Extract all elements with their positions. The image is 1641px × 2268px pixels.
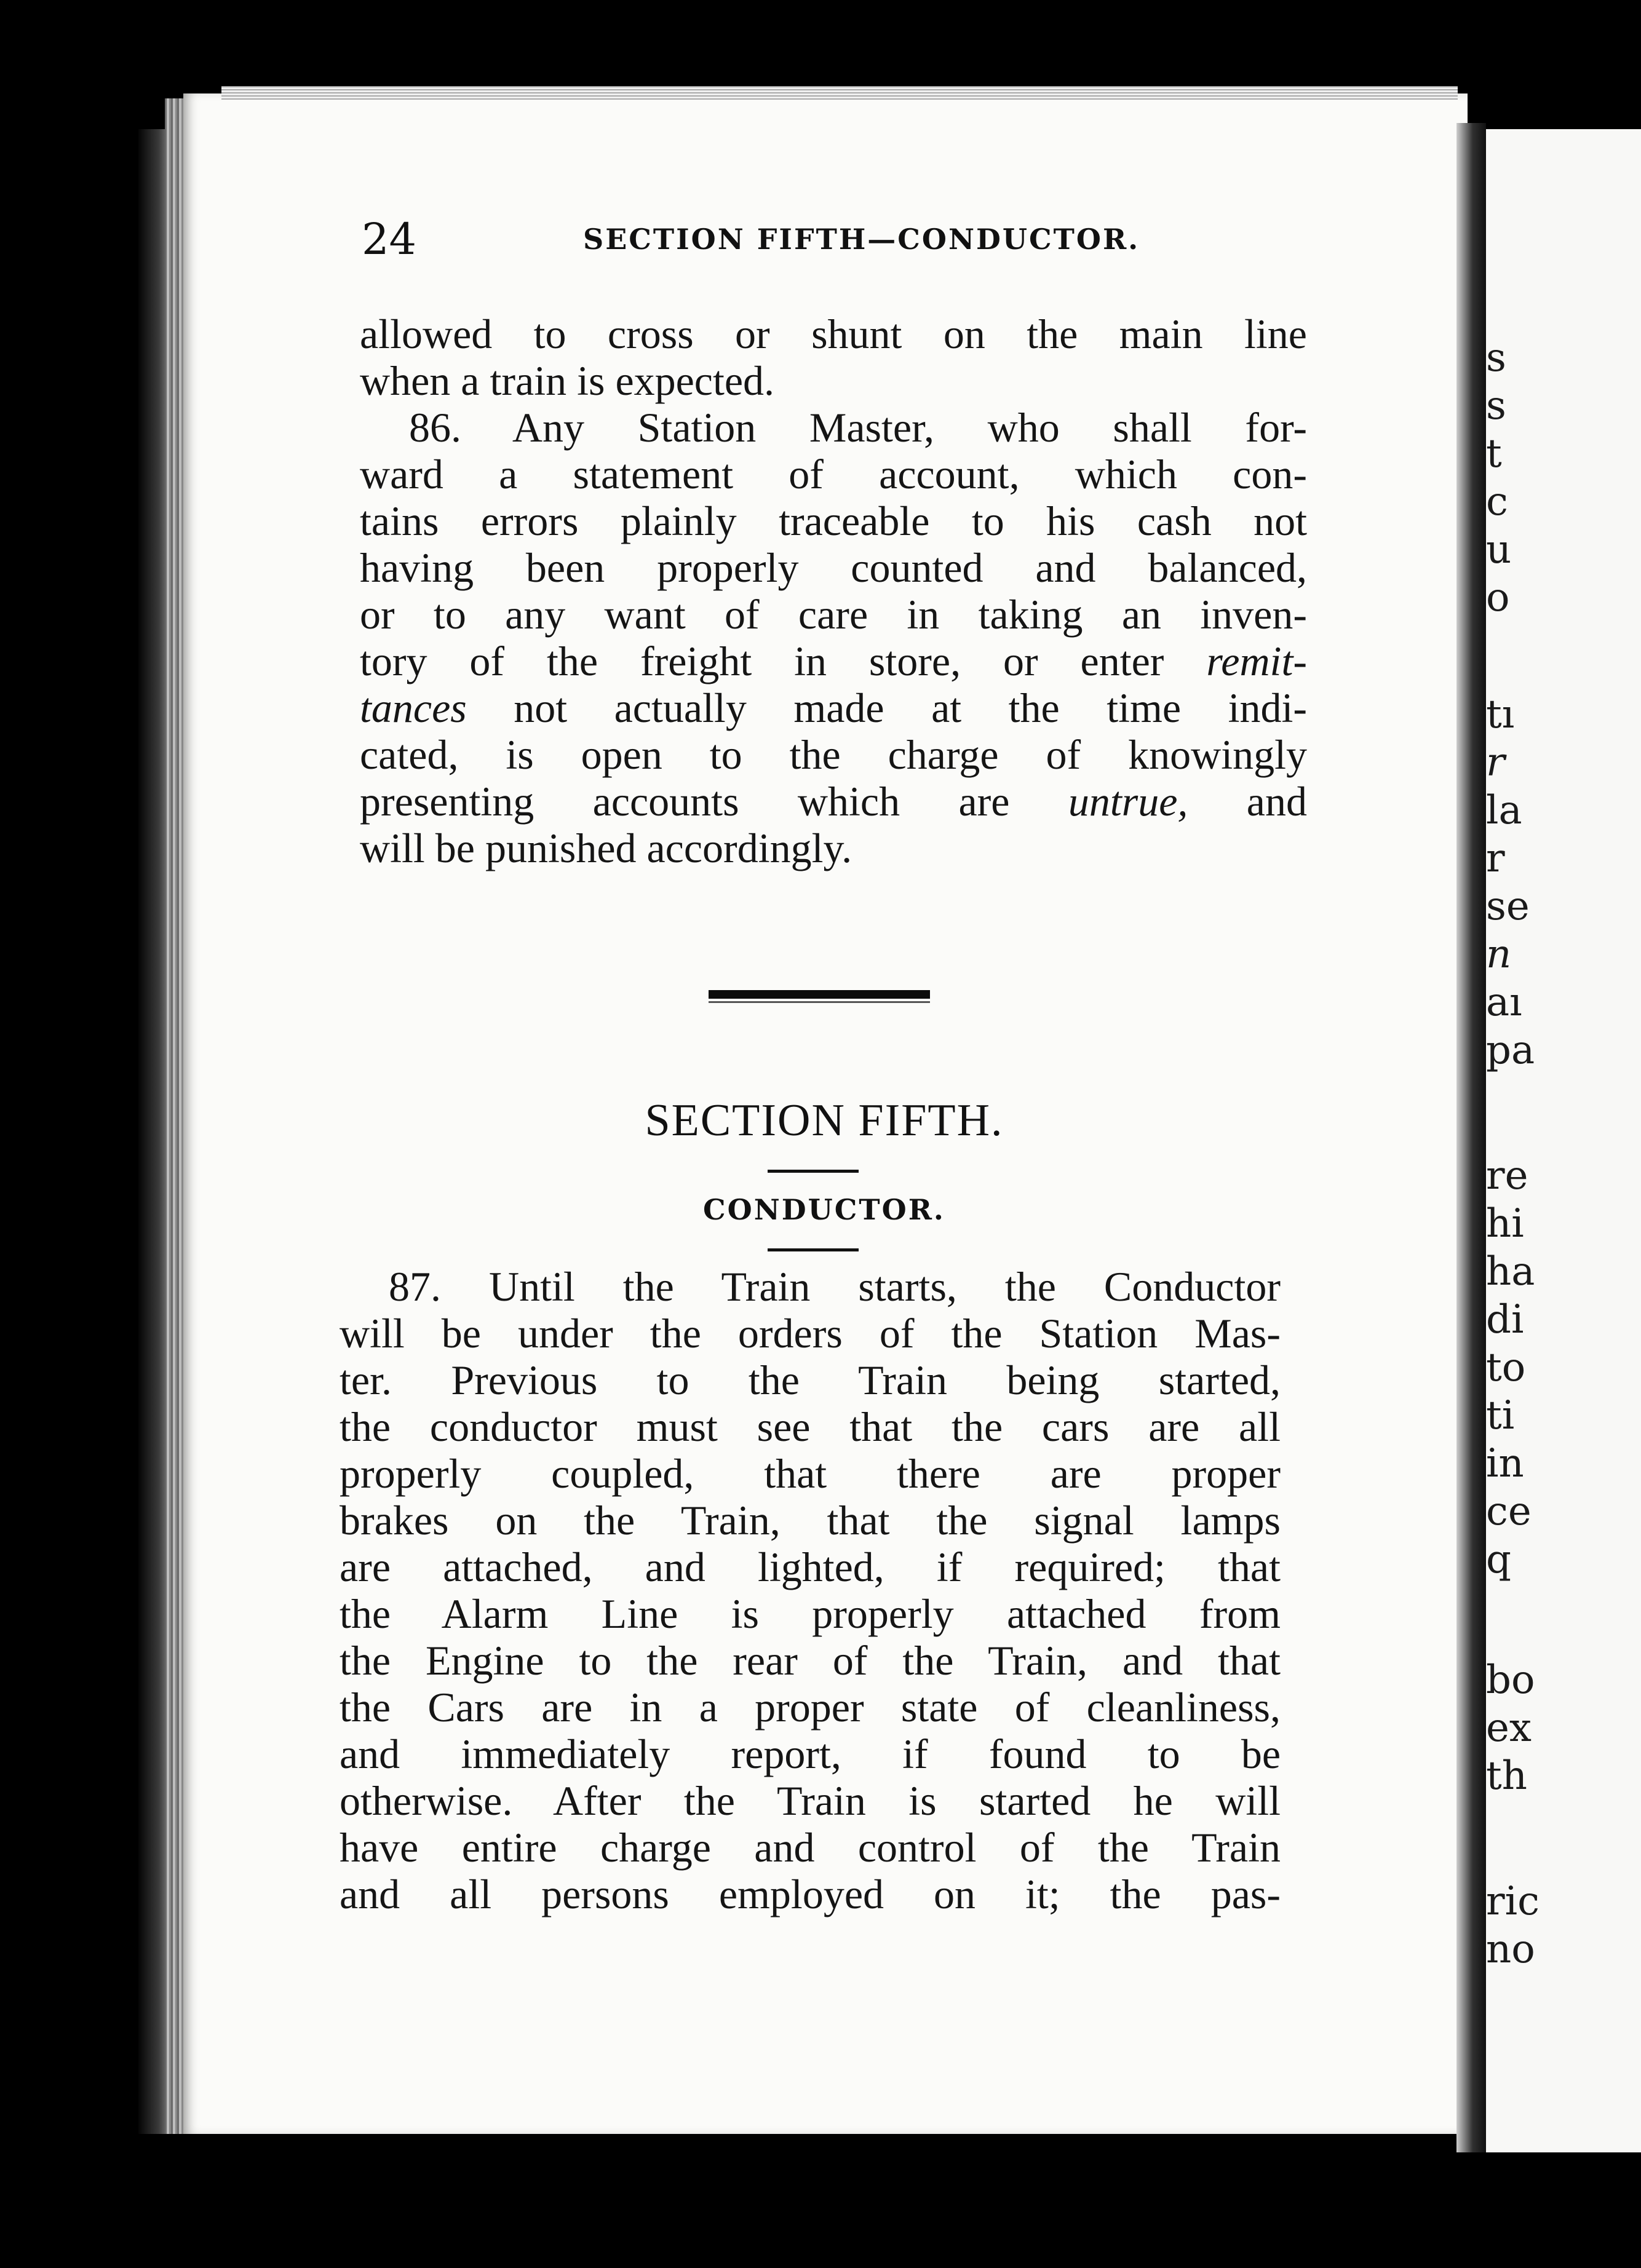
rule-86-line xyxy=(360,778,1307,825)
rule-86-text: and xyxy=(1188,778,1307,825)
facing-fragment: se xyxy=(1486,884,1530,929)
rule-87-line: and immediately report, if found to be xyxy=(340,1731,1281,1777)
rule-86-line: will be punished accordingly. xyxy=(360,825,852,871)
rule-86-line: tains errors plainly traceable to his cash not xyxy=(360,498,1307,544)
text-block-rule-87 xyxy=(340,1263,1281,1917)
facing-fragment: n xyxy=(1486,932,1512,977)
facing-page xyxy=(1486,129,1641,2152)
section-title: SECTION FIFTH. xyxy=(645,1095,1004,1146)
facing-fragment: u xyxy=(1486,527,1512,573)
facing-fragment: r xyxy=(1486,740,1505,785)
page-top-edges xyxy=(221,86,1458,100)
rule-87-line: the Alarm Line is properly attached from xyxy=(340,1590,1281,1637)
book-gutter xyxy=(1456,123,1486,2152)
facing-fragment: aı xyxy=(1486,980,1522,1025)
facing-fragment: ti xyxy=(1486,1393,1515,1438)
rule-86-line: or to any want of care in taking an inven- xyxy=(360,591,1307,638)
subsection-title-rule xyxy=(768,1248,859,1251)
page-stack-edges xyxy=(165,98,183,2134)
rule-86-line: cated, is open to the charge of knowingly xyxy=(360,731,1307,778)
text-line: when a train is expected. xyxy=(360,357,775,404)
facing-fragment: ex xyxy=(1486,1705,1532,1751)
text-line: allowed to cross or shunt on the main line xyxy=(360,311,1307,357)
facing-fragment: ric xyxy=(1486,1879,1540,1924)
facing-fragment: s xyxy=(1486,383,1506,429)
rule-86-italic: tances xyxy=(360,684,467,731)
facing-fragment: s xyxy=(1486,335,1506,381)
facing-fragment: bo xyxy=(1486,1657,1535,1703)
facing-fragment: la xyxy=(1486,788,1522,833)
rule-87-line: and all persons employed on it; the pas- xyxy=(340,1871,1281,1917)
rule-87-line: properly coupled, that there are proper xyxy=(340,1450,1281,1497)
rule-86-line: 86. Any Station Master, who shall for- xyxy=(409,404,1307,451)
running-title: SECTION FIFTH—CONDUCTOR. xyxy=(583,223,1140,256)
text-block-top xyxy=(360,311,1307,871)
facing-fragment: th xyxy=(1486,1753,1527,1799)
facing-fragment: o xyxy=(1486,575,1510,621)
rule-87-line: the conductor must see that the cars are all xyxy=(340,1403,1281,1450)
rule-86-text: presenting accounts which are xyxy=(360,778,1068,825)
facing-fragment: to xyxy=(1486,1345,1526,1390)
facing-fragment: in xyxy=(1486,1441,1524,1486)
rule-87-line: the Cars are in a proper state of cleanliness, xyxy=(340,1684,1281,1731)
facing-fragment: r xyxy=(1486,836,1505,881)
facing-fragment: ce xyxy=(1486,1489,1532,1534)
page-number: 24 xyxy=(362,214,417,264)
rule-87-line: brakes on the Train, that the signal lamps xyxy=(340,1497,1281,1544)
rule-87-line: will be under the orders of the Station Mas- xyxy=(340,1310,1281,1357)
rule-86-italic: remit- xyxy=(1206,638,1307,684)
rule-86-text: tory of the freight in store, or enter xyxy=(360,638,1207,684)
facing-fragment: t xyxy=(1486,431,1502,477)
facing-fragment: no xyxy=(1486,1927,1535,1972)
rule-86-italic: untrue, xyxy=(1068,778,1188,825)
rule-86-line: ward a statement of account, which con- xyxy=(360,451,1307,498)
rule-86-line: having been properly counted and balanced, xyxy=(360,544,1307,591)
rule-87-line: otherwise. After the Train is started he will xyxy=(340,1777,1281,1824)
facing-fragment: c xyxy=(1486,479,1508,525)
rule-87-line: ter. Previous to the Train being started, xyxy=(340,1357,1281,1403)
section-title-rule xyxy=(768,1170,859,1173)
subsection-title: CONDUCTOR. xyxy=(703,1193,945,1226)
section-divider-rule xyxy=(709,990,930,999)
running-head xyxy=(362,214,1284,263)
facing-fragment: tı xyxy=(1486,692,1515,737)
facing-fragment: q xyxy=(1486,1537,1511,1582)
facing-fragment: re xyxy=(1486,1153,1528,1199)
rule-86-line xyxy=(360,684,1307,731)
facing-fragment: pa xyxy=(1486,1028,1535,1073)
rule-86-line xyxy=(360,638,1307,684)
section-divider-hairline xyxy=(709,1001,930,1003)
rule-87-line: 87. Until the Train starts, the Conductor xyxy=(389,1263,1281,1310)
rule-87-line: the Engine to the rear of the Train, and that xyxy=(340,1637,1281,1684)
rule-87-line: are attached, and lighted, if required; that xyxy=(340,1544,1281,1590)
rule-86-text: not actually made at the time indi- xyxy=(514,684,1308,731)
facing-fragment: ha xyxy=(1486,1249,1535,1295)
facing-fragment: hi xyxy=(1486,1201,1524,1247)
rule-87-line: have entire charge and control of the Train xyxy=(340,1824,1281,1871)
facing-fragment: di xyxy=(1486,1297,1524,1342)
